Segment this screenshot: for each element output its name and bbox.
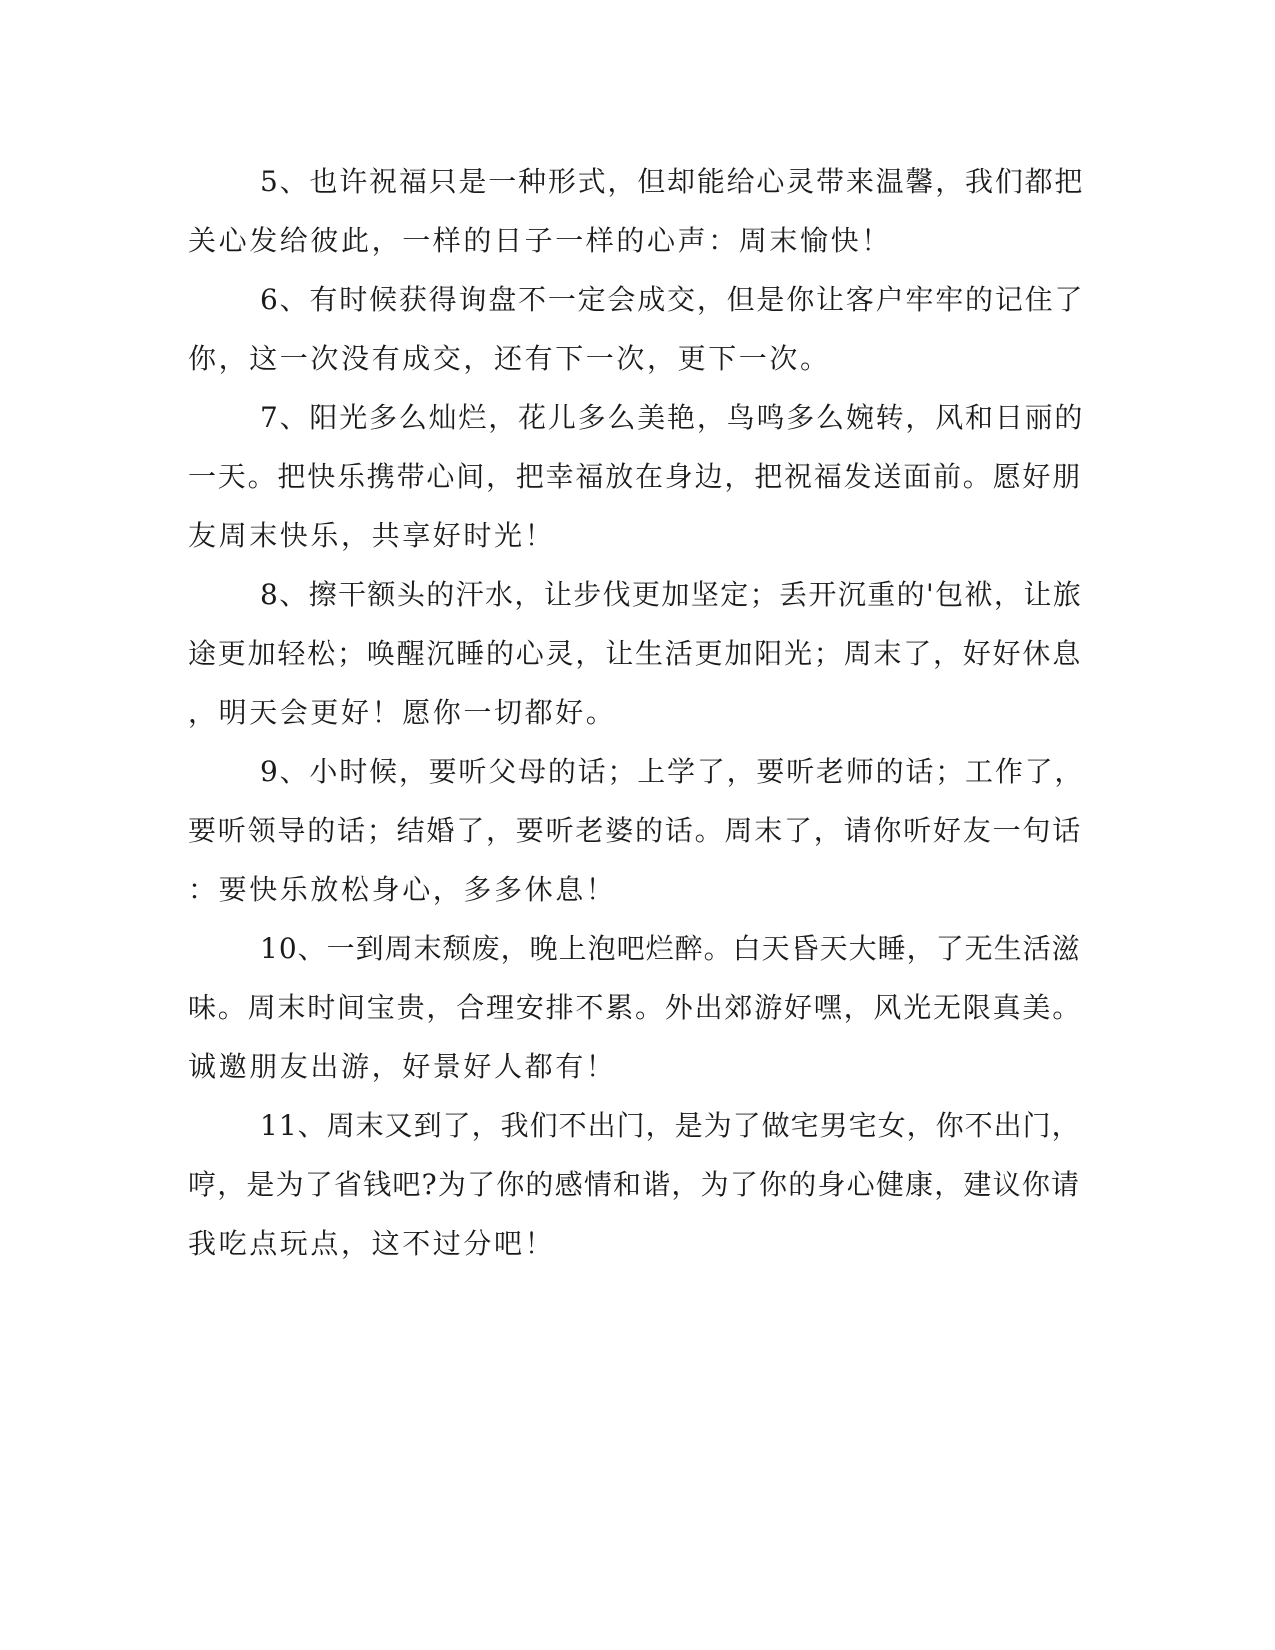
- paragraph-line: 一天。把快乐携带心间，把幸福放在身边，把祝福发送面前。愿好朋: [188, 460, 1083, 493]
- paragraph-line: 10、一到周末颓废，晚上泡吧烂醉。白天昏天大睡，了无生活滋: [260, 932, 1081, 965]
- paragraph-line: 6、有时候获得询盘不一定会成交，但是你让客户牢牢的记住了: [260, 283, 1085, 316]
- paragraph-line: 8、擦干额头的汗水，让步伐更加坚定；丢开沉重的'包袱，让旅: [260, 578, 1083, 611]
- paragraph-line: ：要快乐放松身心，多多休息！: [188, 873, 617, 906]
- paragraph-line: 途更加轻松；唤醒沉睡的心灵，让生活更加阳光；周末了，好好休息: [188, 637, 1083, 670]
- paragraph-line: 我吃点玩点，这不过分吧！: [188, 1227, 556, 1260]
- paragraph-line: 5、也许祝福只是一种形式，但却能给心灵带来温馨，我们都把: [260, 165, 1085, 198]
- paragraph-line: 味。周末时间宝贵，合理安排不累。外出郊游好嘿，风光无限真美。: [188, 991, 1083, 1024]
- paragraph-line: ，明天会更好！愿你一切都好。: [188, 696, 617, 729]
- paragraph-line: 11、周末又到了，我们不出门，是为了做宅男宅女，你不出门，: [260, 1109, 1081, 1142]
- paragraph-line: 你，这一次没有成交，还有下一次，更下一次。: [188, 342, 831, 375]
- paragraph-line: 9、小时候，要听父母的话；上学了，要听老师的话；工作了，: [260, 755, 1085, 788]
- paragraph-line: 友周末快乐，共享好时光！: [188, 519, 556, 552]
- paragraph-line: 7、阳光多么灿烂，花儿多么美艳，鸟鸣多么婉转，风和日丽的: [260, 401, 1085, 434]
- paragraph-line: 诚邀朋友出游，好景好人都有！: [188, 1050, 617, 1083]
- paragraph-line: 要听领导的话；结婚了，要听老婆的话。周末了，请你听好友一句话: [188, 814, 1083, 847]
- paragraph-line: 关心发给彼此，一样的日子一样的心声：周末愉快！: [188, 224, 892, 257]
- paragraph-line: 哼，是为了省钱吧?为了你的感情和谐，为了你的身心健康，建议你请: [188, 1168, 1081, 1201]
